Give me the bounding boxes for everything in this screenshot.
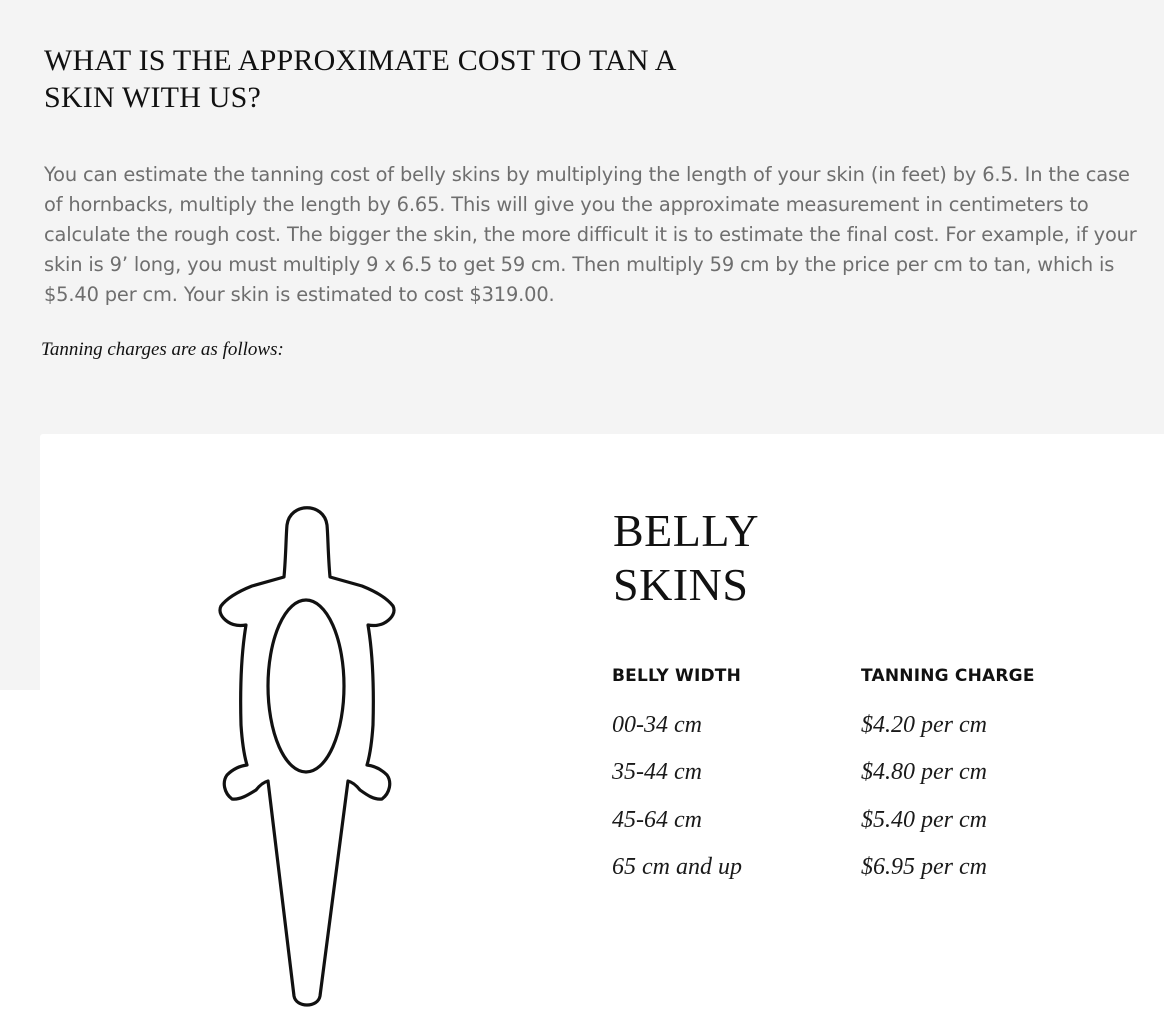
tanning-charges-note: Tanning charges are as follows: [41,339,284,360]
belly-width-value: 00-34 cm [612,712,702,738]
belly-width-value: 35-44 cm [612,759,702,785]
table-row [612,849,1112,885]
crocodile-belly-outline-icon [212,500,402,1012]
tanning-charge-value: $6.95 per cm [861,854,987,880]
table-row [612,802,1112,838]
faq-intro-paragraph: You can estimate the tanning cost of belly skins by multiplying the length of your skin (in feet) by 6.5. In the case of hornbacks, multiply the length by 6.65. This will give you the approximate measurement in centimeters to calculate the rough cost. The bigger the skin, the more difficult it is to estimate the final cost. For example, if your skin is 9’ long, you must multiply 9 x 6.5 to get 59 cm. Then multiply 59 cm by the price per cm to tan, which is $5.40 per cm. Your skin is estimated to cost $319.00. [44,163,1137,306]
tanning-charge-value: $4.80 per cm [861,759,987,785]
tanning-charge-value: $4.20 per cm [861,712,987,738]
faq-heading-line-2: SKIN WITH US? [44,81,262,114]
belly-width-header: BELLY WIDTH [612,666,742,686]
faq-heading-line-1: WHAT IS THE APPROXIMATE COST TO TAN A [44,44,677,77]
belly-skins-title-line-1: BELLY [613,505,760,556]
belly-width-value: 65 cm and up [612,854,742,880]
belly-skins-title [613,504,759,612]
table-row [612,707,1112,743]
table-row [612,754,1112,790]
belly-width-value: 45-64 cm [612,807,702,833]
belly-skins-title-line-2: SKINS [613,559,749,610]
tanning-charge-value: $5.40 per cm [861,807,987,833]
faq-heading [44,42,764,116]
crocodile-outline-path [220,508,394,1005]
tanning-charge-header: TANNING CHARGE [861,666,1035,686]
